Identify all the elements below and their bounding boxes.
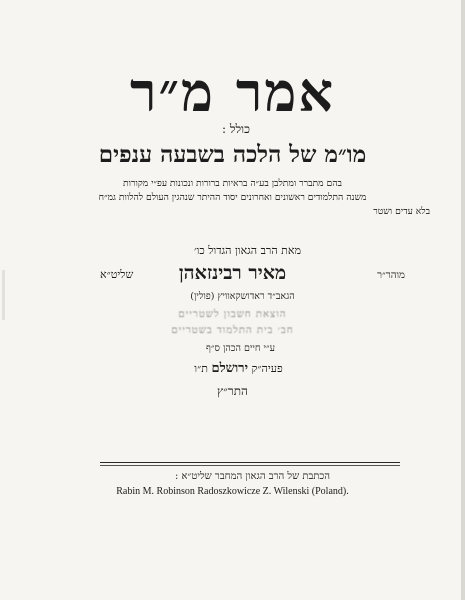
description-line-2: משנה התלמודים ראשונים ואחרונים יסוד ההיתר שנהגין העולם להלוות גמ״ח — [98, 192, 367, 203]
author-suffix: שליט״א — [100, 268, 134, 281]
book-subtitle: מו״מ של הלכה בשבעה ענפים — [98, 141, 367, 168]
divider-rule-thin — [100, 465, 400, 466]
author-prefix: מוהר״ר — [377, 270, 405, 281]
divider-rule — [100, 462, 400, 463]
stamp-line-1: הוצאת חשבון לשטריים — [178, 309, 287, 320]
address-latin: Rabin M. Robinson Radoszkowicze Z. Wilenski (Poland). — [116, 486, 349, 497]
scan-mark — [2, 270, 5, 320]
place-city: ירושלם — [211, 361, 248, 376]
description-line-3: בלא עדים ושטר — [373, 206, 430, 217]
place-line — [6, 360, 465, 376]
publisher-line: ע״י חיים הכהן ס״ף — [206, 343, 275, 354]
author-position: הגאב״ד ראדושקאוויץ (פולין) — [190, 291, 295, 302]
book-title: אמר מ״ר — [129, 60, 336, 124]
kolel-label: כולל : — [221, 122, 250, 136]
author-intro: מאת הרב הגאון הגדול כו׳ — [194, 244, 301, 257]
place-prefix: פעיה״ק — [251, 362, 283, 375]
stamp-line-2: חב׳ בית התלמוד בשטריים — [171, 325, 294, 336]
address-hebrew: הכתבת של הרב הגאון המחבר שליט״א : — [174, 471, 331, 482]
author-row — [0, 262, 465, 286]
description-line-1: בהם מתברר ומתלבן בע״ה בראיות ברורות ונכונות עפ״י מקורות — [123, 178, 342, 189]
publication-year: התר״ץ — [217, 384, 248, 398]
place-suffix: ת״ו — [194, 362, 208, 375]
author-name: מאיר רבינזאהן — [178, 262, 287, 284]
scan-edge — [461, 0, 465, 600]
